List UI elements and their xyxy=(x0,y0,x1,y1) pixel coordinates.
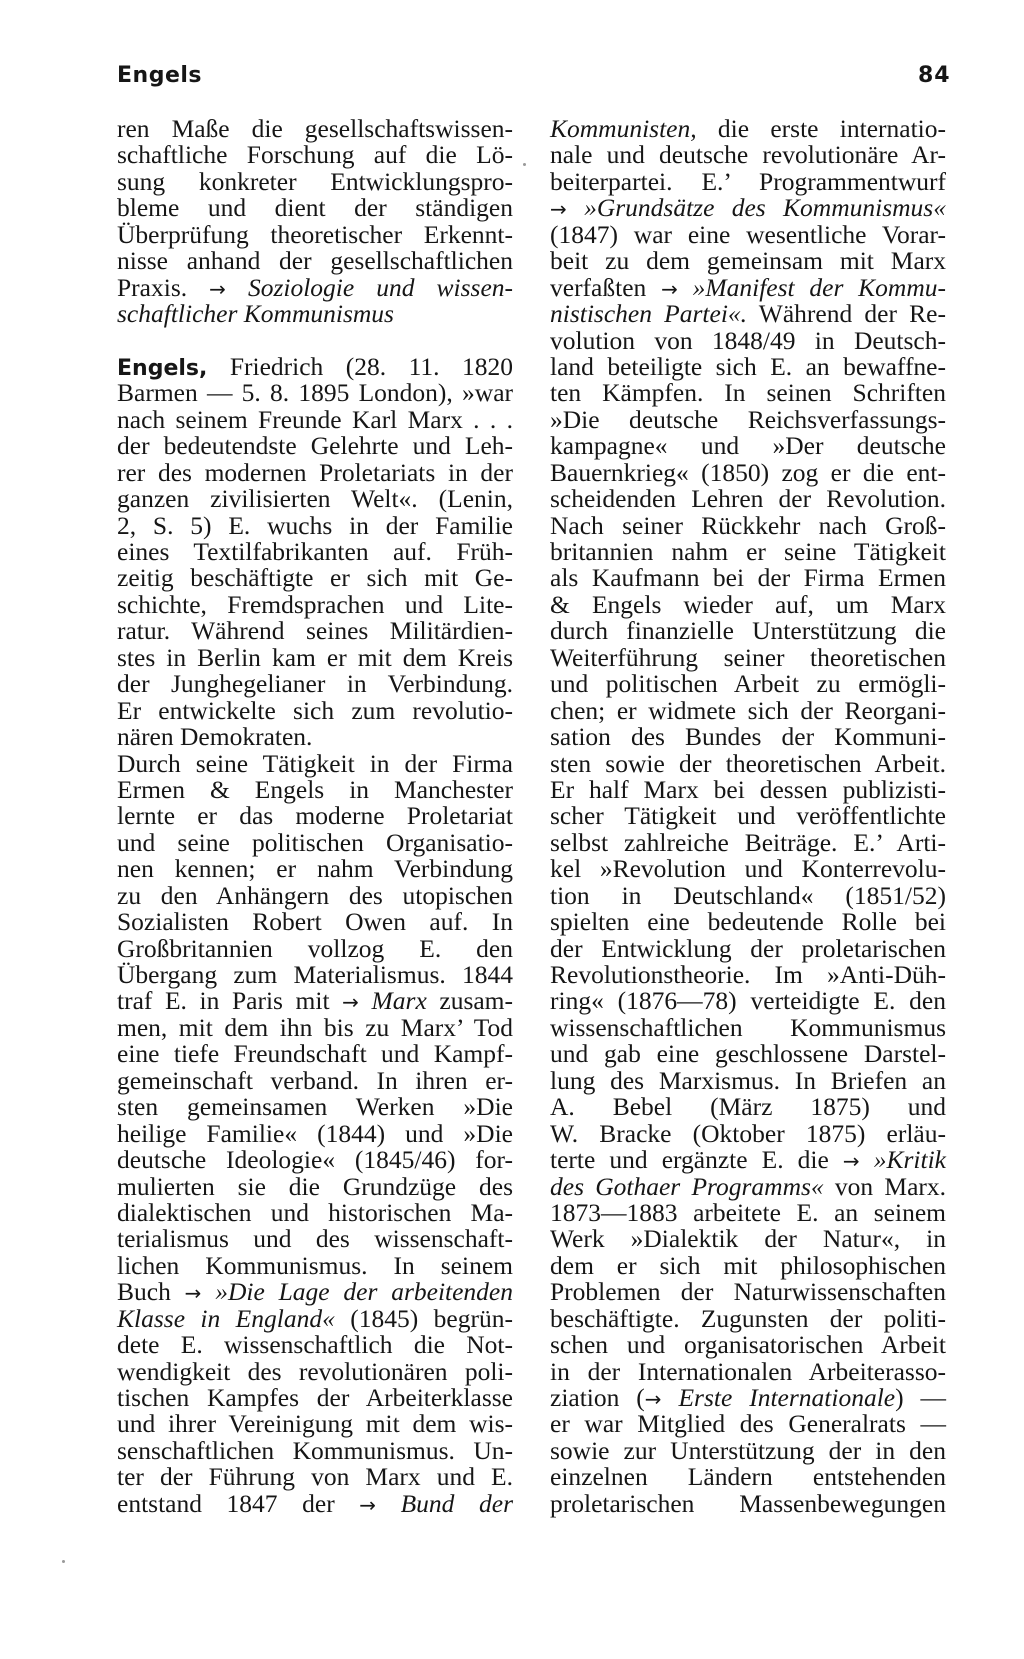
text-line: nären Demokraten. xyxy=(117,722,313,752)
cross-reference-arrow-icon: → xyxy=(342,990,359,1015)
text-line xyxy=(117,988,513,1014)
text-line: 1873—1883 arbeitete E. an seinem xyxy=(550,1197,946,1227)
text-line: Barmen — 5. 8. 1895 London), »war xyxy=(117,378,513,408)
text-line: sation des Bundes der Kommuni- xyxy=(550,722,946,752)
text-line: mulierten sie die Grundzüge des xyxy=(117,1171,513,1201)
text-line: und seine politischen Organisatio- xyxy=(117,827,513,857)
text-line: Er entwickelte sich zum revolutio- xyxy=(117,695,513,725)
cross-reference-arrow-icon: → xyxy=(359,1492,377,1517)
cross-reference-link[interactable]: Erste Internationale xyxy=(661,1383,896,1412)
text-line: gemeinschaft verband. In ihren er- xyxy=(117,1065,513,1095)
text-fragment: Friedrich (28. 11. 1820 xyxy=(207,351,513,381)
cross-reference-arrow-icon: → xyxy=(209,276,226,301)
text-line: der Junghegelianer in Verbindung. xyxy=(117,669,513,699)
text-line: land beteiligte sich E. an bewaffne- xyxy=(550,351,946,381)
text-line xyxy=(550,301,946,327)
text-fragment: entstand 1847 der xyxy=(117,1488,360,1518)
text-line: proletarischen Massenbewegungen xyxy=(550,1488,946,1518)
text-line: stes in Berlin kam er mit dem Kreis xyxy=(117,642,513,672)
right-column xyxy=(550,116,946,1517)
text-line: kampagne« und »Der deutsche xyxy=(550,431,946,461)
entry-headword: Engels, xyxy=(117,355,208,381)
cross-reference-link[interactable]: nistischen Partei«. xyxy=(550,299,748,329)
left-column xyxy=(117,116,513,1517)
text-line: Durch seine Tätigkeit in der Firma xyxy=(117,748,513,778)
text-line: nale und deutsche revolutionäre Ar- xyxy=(550,140,946,170)
text-line xyxy=(550,195,946,221)
text-fragment: Praxis. xyxy=(117,272,210,302)
cross-reference-link[interactable]: Klasse in England« xyxy=(117,1303,335,1333)
text-line: eines Textilfabrikanten auf. Früh- xyxy=(117,537,513,566)
text-line: rer des modernen Proletariats in der xyxy=(117,457,513,487)
text-line: Er half Marx bei dessen publizisti- xyxy=(550,774,946,804)
text-fragment: traf E. in Paris mit xyxy=(117,986,343,1016)
text-line: dete E. wissenschaftlich die Not- xyxy=(117,1330,513,1360)
text-line xyxy=(117,272,513,302)
text-line: als Kaufmann bei der Firma Ermen xyxy=(550,563,946,593)
text-line: 2, S. 5) E. wuchs in der Familie xyxy=(117,510,513,540)
text-line: Übergang zum Materialismus. 1844 xyxy=(117,960,513,989)
text-line: zeitig beschäftigte er sich mit Ge- xyxy=(117,563,513,593)
cross-reference-arrow-icon: → xyxy=(842,1149,860,1174)
text-line: lichen Kommunismus. In seinem xyxy=(117,1250,513,1280)
text-line xyxy=(117,1279,513,1305)
text-fragment: terte und ergänzte E. die xyxy=(550,1145,843,1175)
text-line: nach seinem Freunde Karl Marx . . . xyxy=(117,404,513,434)
text-fragment: ) — xyxy=(895,1383,946,1412)
text-line: schaftliche Forschung auf die Lö- xyxy=(117,140,513,170)
text-line: schichte, Fremdsprachen und Lite- xyxy=(117,589,513,619)
text-line: schen und organisatorischen Arbeit xyxy=(550,1330,946,1360)
text-line: (1847) war eine wesentliche Vorar- xyxy=(550,219,946,249)
text-line: dialektischen und historischen Ma- xyxy=(117,1197,513,1227)
text-line: Weiterführung seiner theoretischen xyxy=(550,642,946,672)
text-line: ring« (1876—78) verteidigte E. den xyxy=(550,986,946,1016)
text-line: chen; er widmete sich der Reorgani- xyxy=(550,695,946,725)
text-fragment: (1845) begrün- xyxy=(334,1303,513,1333)
text-line: dem er sich mit philosophischen xyxy=(550,1250,946,1280)
text-line: scher Tätigkeit und veröffentlichte xyxy=(550,801,946,831)
text-line: Bauernkrieg« (1850) zog er die ent- xyxy=(550,457,946,487)
text-line: einzelnen Ländern entstehenden xyxy=(550,1462,946,1492)
cross-reference-link[interactable]: »Die Lage der arbeitenden xyxy=(201,1277,514,1307)
text-line: kel »Revolution und Konterrevolu- xyxy=(550,854,946,884)
text-line: »Die deutsche Reichsverfassungs- xyxy=(550,404,946,434)
text-line: terialismus und des wissenschaft- xyxy=(117,1224,513,1254)
text-line xyxy=(117,1303,513,1333)
cross-reference-arrow-icon: → xyxy=(184,1281,202,1306)
scan-speck xyxy=(523,163,526,166)
text-line: und politischen Arbeit zu ermögli- xyxy=(550,669,946,699)
cross-reference-link[interactable]: »Manifest der Kommu- xyxy=(677,272,946,302)
text-line: lernte er das moderne Proletariat xyxy=(117,801,513,831)
text-line: ganzen zivilisierten Welt«. (Lenin, xyxy=(117,484,513,514)
text-line xyxy=(117,1488,513,1518)
cross-reference-link[interactable]: »Kritik xyxy=(859,1145,946,1175)
text-line: Nach seiner Rückkehr nach Groß- xyxy=(550,510,946,540)
paragraph-gap xyxy=(117,328,513,354)
text-line: selbst zahlreiche Beiträge. E.’ Arti- xyxy=(550,827,946,857)
cross-reference-arrow-icon: → xyxy=(550,197,567,222)
text-line: wendigkeit des revolutionären poli- xyxy=(117,1356,513,1386)
text-line: Großbritannien vollzog E. den xyxy=(117,933,513,963)
text-line: volution von 1848/49 in Deutsch- xyxy=(550,325,946,355)
text-line: ratur. Während seines Militärdien- xyxy=(117,616,513,646)
text-line: zu den Anhängern des utopischen xyxy=(117,880,513,910)
scan-speck xyxy=(62,1560,65,1563)
text-line: Werk »Dialektik der Natur«, in xyxy=(550,1224,946,1254)
text-line: sowie zur Unterstützung der in den xyxy=(550,1435,946,1465)
text-line: eine tiefe Freundschaft und Kampf- xyxy=(117,1039,513,1069)
text-line: und ihrer Vereinigung mit dem wis- xyxy=(117,1409,513,1439)
cross-reference-link[interactable]: schaftlicher Kommunismus xyxy=(117,299,394,329)
text-line xyxy=(550,272,946,302)
text-line: deutsche Ideologie« (1845/46) for- xyxy=(117,1145,513,1175)
text-line: ter der Führung von Marx und E. xyxy=(117,1462,513,1492)
text-line: beschäftigte. Zugunsten der politi- xyxy=(550,1303,946,1333)
text-line: beiterpartei. E.’ Programmentwurf xyxy=(550,166,946,196)
text-line: ten Kämpfen. In seinen Schriften xyxy=(550,378,946,408)
text-line: W. Bracke (Oktober 1875) erläu- xyxy=(550,1118,946,1148)
text-line: Problemen der Naturwissenschaften xyxy=(550,1277,946,1307)
text-line: Überprüfung theoretischer Erkennt- xyxy=(117,219,513,249)
text-line: nen kennen; er nahm Verbindung xyxy=(117,854,513,884)
entry-first-line xyxy=(117,351,513,381)
cross-reference-link[interactable]: Bund der xyxy=(376,1488,513,1518)
text-line: durch finanzielle Unterstützung die xyxy=(550,616,946,646)
text-line: lung des Marxismus. In Briefen an xyxy=(550,1065,946,1095)
cross-reference-link[interactable]: des Gothaer Programms« xyxy=(550,1171,824,1201)
text-line: wissenschaftlichen Kommunismus xyxy=(550,1012,946,1042)
text-line: sten gemeinsamen Werken »Die xyxy=(117,1092,513,1122)
text-line: beit zu dem gemeinsam mit Marx xyxy=(550,246,946,276)
text-fragment: Während der Re- xyxy=(747,299,946,329)
text-line: tion in Deutschland« (1851/52) xyxy=(550,880,946,910)
cross-reference-arrow-icon: → xyxy=(661,276,678,301)
text-line: Ermen & Engels in Manchester xyxy=(117,774,513,804)
text-line: er war Mitglied des Generalrats — xyxy=(550,1409,946,1439)
cross-reference-link[interactable]: »Grundsätze des Kommunismus« xyxy=(566,193,946,223)
text-line: der Entwicklung der proletarischen xyxy=(550,933,946,963)
text-line: nisse anhand der gesellschaftlichen xyxy=(117,246,513,276)
cross-reference-link[interactable]: Marx xyxy=(358,986,427,1016)
text-fragment: verfaßten xyxy=(550,272,662,302)
text-line xyxy=(117,301,513,327)
text-line: in der Internationalen Arbeiterasso- xyxy=(550,1356,946,1386)
text-line: sung konkreter Entwicklungspro- xyxy=(117,166,513,196)
page-number: 84 xyxy=(918,63,951,88)
text-line: Sozialisten Robert Owen auf. In xyxy=(117,907,513,937)
cross-reference-link[interactable]: Kommunisten, xyxy=(550,114,697,143)
text-line: scheidenden Lehren der Revolution. xyxy=(550,484,946,514)
text-line: tischen Kampfes der Arbeiterklasse xyxy=(117,1383,513,1412)
text-line xyxy=(550,1171,947,1201)
text-line xyxy=(550,116,946,142)
text-line: spielten eine bedeutende Rolle bei xyxy=(550,907,946,937)
text-line: ren Maße die gesellschaftswissen- xyxy=(117,114,513,143)
text-fragment: ziation ( xyxy=(550,1383,645,1412)
text-line: der bedeutendste Gelehrte und Leh- xyxy=(117,431,513,461)
text-fragment: zusam- xyxy=(426,986,514,1016)
text-fragment: Buch xyxy=(117,1277,185,1307)
text-fragment: von Marx. xyxy=(823,1171,947,1201)
text-line: britannien nahm er seine Tätigkeit xyxy=(550,537,946,566)
text-line: heilige Familie« (1844) und »Die xyxy=(117,1118,513,1148)
text-fragment: die erste internatio- xyxy=(696,114,946,143)
text-line xyxy=(550,1147,946,1173)
text-line: bleme und dient der ständigen xyxy=(117,193,513,223)
cross-reference-arrow-icon: → xyxy=(644,1387,662,1411)
text-line: Revolutionstheorie. Im »Anti-Düh- xyxy=(550,960,946,989)
text-line: sten sowie der theoretischen Arbeit. xyxy=(550,748,946,778)
text-line: A. Bebel (März 1875) und xyxy=(550,1092,946,1122)
cross-reference-link[interactable]: Soziologie und wissen- xyxy=(225,272,513,302)
text-line xyxy=(550,1385,946,1411)
text-line: senschaftlichen Kommunismus. Un- xyxy=(117,1435,513,1465)
running-head: Engels xyxy=(117,63,202,88)
text-line: & Engels wieder auf, um Marx xyxy=(550,589,946,619)
text-line: und gab eine geschlossene Darstel- xyxy=(550,1039,946,1069)
text-line: men, mit dem ihn bis zu Marx’ Tod xyxy=(117,1012,513,1042)
